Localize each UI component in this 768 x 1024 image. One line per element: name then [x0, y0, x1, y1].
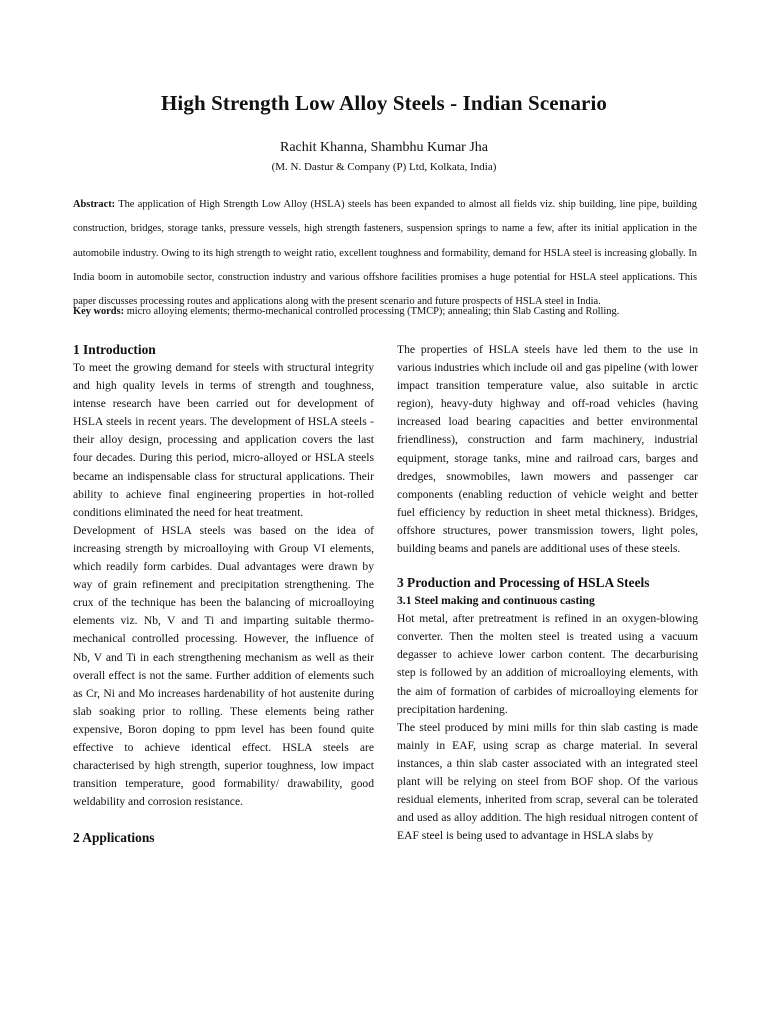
subsection-heading-steel-making: 3.1 Steel making and continuous casting [397, 594, 595, 608]
paper-authors: Rachit Khanna, Shambhu Kumar Jha [279, 140, 488, 155]
abstract [73, 193, 697, 314]
section-heading-introduction: 1 Introduction [73, 342, 156, 357]
paper-title: High Strength Low Alloy Steels - Indian Scenario [160, 91, 608, 115]
abstract-label: Abstract: [73, 199, 116, 210]
introduction-paragraph-1: To meet the growing demand for steels with structural integrity and high quality levels in terms of strength and toughness, intense research have been carried out for development of HSLA steels in recent years. The development of HSLA steels - their alloy design, processing and application covers the last four decades. During this period, micro-alloyed or HSLA steels became an indispensable class for structural applications. Their ability to achieve final engineering properties in hot-rolled conditions eliminated the need for heat treatment. [73, 361, 374, 519]
section-heading-production: 3 Production and Processing of HSLA Steels [397, 575, 650, 591]
abstract-text: The application of High Strength Low Alloy (HSLA) steels has been expanded to almost all fields viz. ship building, line pipe, building construction, bridges, storage tanks, pressure vessels, high strength fasteners, suspension springs to name a few, after its initial application in the automobile industry. Owing to its high strength to weight ratio, excellent toughness and formability, demand for HSLA steel is increasing globally. In India boom in automobile sector, construction industry and various offshore facilities promises a huge potential for HSLA steel applications. This paper discusses processing routes and applications along with the present scenario and future prospects of HSLA steel in India. [73, 199, 697, 308]
keywords-text: micro alloying elements; thermo-mechanical controlled processing (TMCP); annealing; thin Slab Casting and Rolling. [126, 306, 620, 317]
right-column [397, 341, 698, 845]
applications-paragraph: The properties of HSLA steels have led them to the use in various industries which include oil and gas pipeline (with lower impact transition temperature value, also suitable in arctic region), heavy-duty highway and off-road vehicles (having increased load bearing capacities and better environmental friendliness), construction and farm machinery, industrial equipment, storage tanks, mine and railroad cars, barges and dredges, snowmobiles, lawn mowers and passenger car components (enabling reduction of vehicle weight and better fuel efficiency by reduction in sheet metal thickness). Bridges, offshore structures, power transmission towers, light poles, building beams and panels are additional uses of these steels. [397, 343, 698, 556]
production-paragraph-1: Hot metal, after pretreatment is refined in an oxygen-blowing converter. Then the molten steel is treated using a vacuum degasser to achieve lower carbon content. The decarburising step is followed by an addition of microalloying elements, with the aim of formation of carbides of microalloying elements for precipitation hardening. [397, 612, 698, 716]
production-paragraph-2: The steel produced by mini mills for thin slab casting is made mainly in EAF, using scrap as charge material. In several instances, a thin slab caster associated with an integrated steel plant will be relying on steel from BOF shop. Of the various residual elements, inherited from scrap, several can be tolerated and used as alloy addition. The high residual nitrogen content of EAF steel is being used to advantage in HSLA slabs by [397, 720, 698, 843]
section-heading-applications: 2 Applications [73, 830, 155, 846]
keywords-label: Key words: [73, 306, 125, 317]
keywords [73, 302, 697, 322]
introduction-paragraph-2: Development of HSLA steels was based on the idea of increasing strength by microalloying with Group VI elements, which readily form carbides. Dual advantages were drawn by way of grain refinement and precipitation strengthening. The crux of the technique has been the balancing of microalloying elements viz. Nb, V and Ti and imparting suitable thermo-mechanical controlled processing. However, the influence of Nb, V and Ti in each strengthening mechanism as well as their overall effect is not the same. Further addition of elements such as Cr, Ni and Mo increases hardenability of hot austenite during slab soaking prior to rolling. These elements being rather expensive, Boron doping to ppm level has been found quite effective to achieve identical effect. HSLA steels are characterised by high strength, superior toughness, low impact transition temperature, good formability/ drawability, good weldability and corrosion resistance. [73, 523, 374, 809]
left-column [73, 341, 374, 847]
paper-affiliation: (M. N. Dastur & Company (P) Ltd, Kolkata, India) [271, 161, 497, 173]
